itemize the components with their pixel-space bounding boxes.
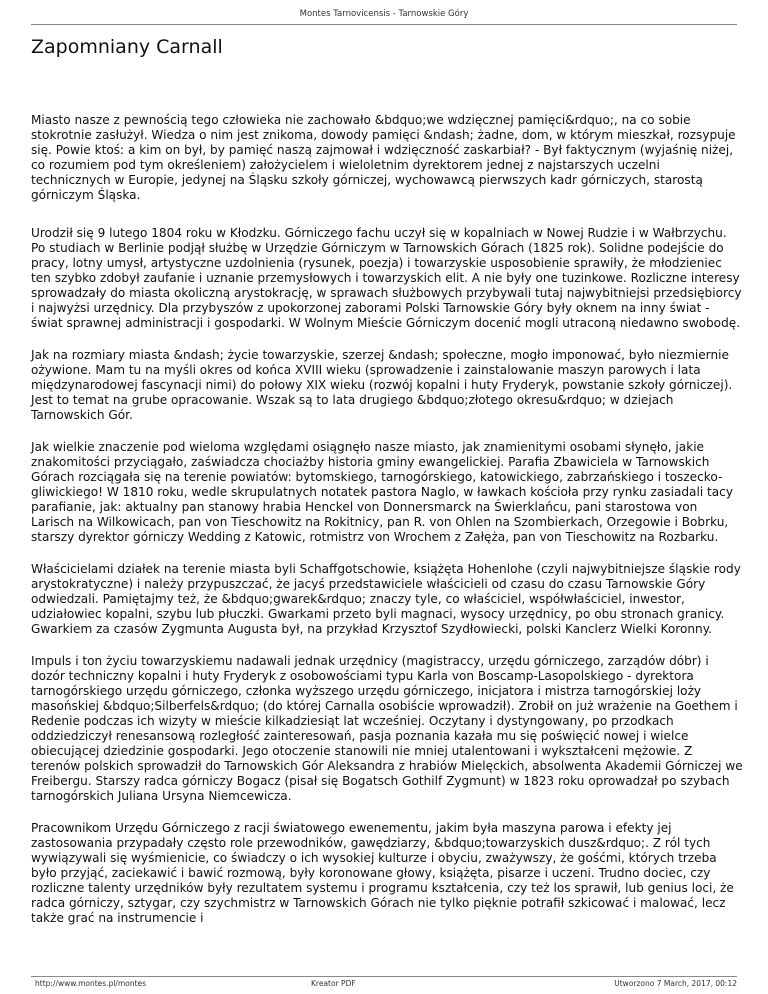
- footer-url-link[interactable]: http://www.montes.pl/montes: [35, 979, 147, 988]
- article-paragraph: Jak na rozmiary miasta &ndash; życie towarzyskie, szerzej &ndash; społeczne, mogło imponować, było niezmiernie ożywione. Mam tu na myśli okres od końca XVIII wieku (sprowadzenie i zainstalowanie maszyn parowych i lata międzynarodowej fascynacji nimi) do połowy XIX wieku (rozwój kopalni i huty Fryderyk, powstanie szkoły górniczej). Jest to temat na grube opracowanie. Wszak są to lata drugiego &bdquo;złotego okresu&rdquo; w dziejach Tarnowskich Gór.: [31, 348, 733, 422]
- footer-created-date: Utworzono 7 March, 2017, 00:12: [614, 979, 737, 988]
- page-header: Montes Tarnovicensis - Tarnowskie Góry: [299, 9, 469, 19]
- article-paragraph: Urodził się 9 lutego 1804 roku w Kłodzku. Górniczego fachu uczył się w kopalniach w Nowej Rudzie i w Wałbrzychu. Po studiach w Berlinie podjął służbę w Urzędzie Górniczym w Tarnowskich Górach (1825 rok). Solidne podejście do pracy, lotny umysł, artystyczne uzdolnienia (rysunek, poezja) i towarzyskie usposobienie sprawiły, że młodzieniec ten szybko zdobył zaufanie i uznanie przemysłowych i towarzyskich elit. A nie były one tuzinkowe. Rozliczne interesy sprowadzały do miasta okoliczną arystokrację, w sprawach służbowych przybywali tutaj najwybitniejsi przedsiębiorcy i najwyżsi urzędnicy. Dla przybyszów z upokorzonej zaborami Polski Tarnowskie Góry były oknem na inny świat - świat sprawnej administracji i gospodarki. W Wolnym Mieście Górniczym docenić mogli utraconą niedawno swobodę.: [31, 226, 742, 330]
- article-paragraph: Pracownikom Urzędu Górniczego z racji światowego ewenementu, jakim była maszyna parowa i efekty jej zastosowania przypadały często role przewodników, gawędziarzy, &bdquo;towarzyskich dusz&rdquo;. Z ról tych wywiązywali się wyśmienicie, co świadczy o ich wysokiej kulturze i obyciu, zważywszy, że gośćmi, których trzeba było przyjąć, zaciekawić i bawić rozmową, były koronowane głowy, książęta, pisarze i uczeni. Trudno dociec, czy rozliczne talenty urzędników były rezultatem systemu i programu kształcenia, czy też los sprawił, lub genius loci, że radca górniczy, sztygar, czy szychmistrz w Tarnowskich Górach nie tylko pięknie potrafił szkicować i malować, lecz także grać na instrumencie i: [31, 821, 734, 925]
- article-body: [31, 113, 743, 943]
- footer-generator: Kreator PDF: [311, 979, 356, 988]
- article-title: Zapomniany Carnall: [31, 36, 223, 58]
- article-paragraph: Impuls i ton życiu towarzyskiemu nadawali jednak urzędnicy (magistraccy, urzędu górniczego, zarządów dóbr) i dozór techniczny kopalni i huty Fryderyk z osobowościami typu Karla von Boscamp-Lasopolskiego - dyrektora tarnogórskiego urzędu górniczego, członka wyższego urzędu górniczego, inicjatora i mistrza tarnogórskiej loży masońskiej &bdquo;Silberfels&rdquo; (do której Carnalla osobiście wprowadził). Zrobił on już wrażenie na Goethem i Redenie podczas ich wizyty w mieście kilkadziesiąt lat wcześniej. Oczytany i dystyngowany, po przodkach oddziedziczył renesansową rozległość zainteresowań, pasja poznania kazała mu się poświęcić nowej i wielce obiecującej dziedzinie gospodarki. Jego otoczenie stanowili nie mniej utalentowani i wykształceni mężowie. Z terenów polskich sprowadził do Tarnowskich Gór Aleksandra z hrabiów Mielęckich, absolwenta Akademii Górniczej we Freibergu. Starszy radca górniczy Bogacz (pisał się Bogatsch Gothilf Zygmunt) w 1823 roku oprowadzał po szybach tarnogórskich Juliana Ursyna Niemcewicza.: [31, 654, 743, 803]
- header-divider: [31, 24, 737, 25]
- article-paragraph: Właścicielami działek na terenie miasta byli Schaffgotschowie, książęta Hohenlohe (czyli najwybitniejsze śląskie rody arystokratyczne) i należy przypuszczać, że jacyś przedstawiciele właścicieli od czasu do czasu Tarnowskie Góry odwiedzali. Pamiętajmy też, że &bdquo;gwarek&rdquo; znaczy tyle, co właściciel, współwłaściciel, inwestor, udziałowiec kopalni, szybu lub płuczki. Gwarkami przeto byli magnaci, wysocy urzędnicy, po obu stronach granicy. Gwarkiem za czasów Zygmunta Augusta był, na przykład Krzysztof Szydłowiecki, polski Kanclerz Wielki Koronny.: [31, 562, 741, 636]
- article-paragraph: Jak wielkie znaczenie pod wieloma względami osiągnęło nasze miasto, jak znamienitymi osobami słynęło, jakie znakomitości przyciągało, zaświadcza chociażby historia gminy ewangelickiej. Parafia Zbawiciela w Tarnowskich Górach rozciągała się na terenie powiatów: bytomskiego, tarnogórskiego, katowickiego, zabrzańskiego i toszecko-gliwickiego! W 1810 roku, wedle skrupulatnych notatek pastora Naglo, w ławkach kościoła przy rynku zasiadali tacy parafianie, jak: aktualny pan stanowy hrabia Henckel von Donnersmarck na Świerklańcu, pani starostowa von Larisch na Wilkowicach, pan von Tieschowitz na Rokitnicy, pan R. von Ohlen na Szombierkach, Orzegowie i Bobrku, starszy dyrektor górniczy Wedding z Katowic, rotmistrz von Wrochem z Załęża, pan von Tieschowitz na Rozbarku.: [31, 440, 733, 544]
- footer-divider: [31, 976, 737, 977]
- article-paragraph: Miasto nasze z pewnością tego człowieka nie zachowało &bdquo;we wdzięcznej pamięci&rdquo;, na co sobie stokrotnie zasłużył. Wiedza o nim jest znikoma, dowody pamięci &ndash; żadne, dom, w którym mieszkał, rozsypuje się. Powie ktoś: a kim on był, by pamięć naszą zajmował i wdzięczność zaskarbiał? - Był faktycznym (wyjaśnię niżej, co rozumiem pod tym określeniem) założycielem i wieloletnim dyrektorem jednej z najstarszych uczelni technicznych w Europie, jedynej na Śląsku szkoły górniczej, wychowawcą pierwszych kadr górniczych, starostą górniczym Śląska.: [31, 113, 736, 202]
- page-footer: [31, 979, 737, 991]
